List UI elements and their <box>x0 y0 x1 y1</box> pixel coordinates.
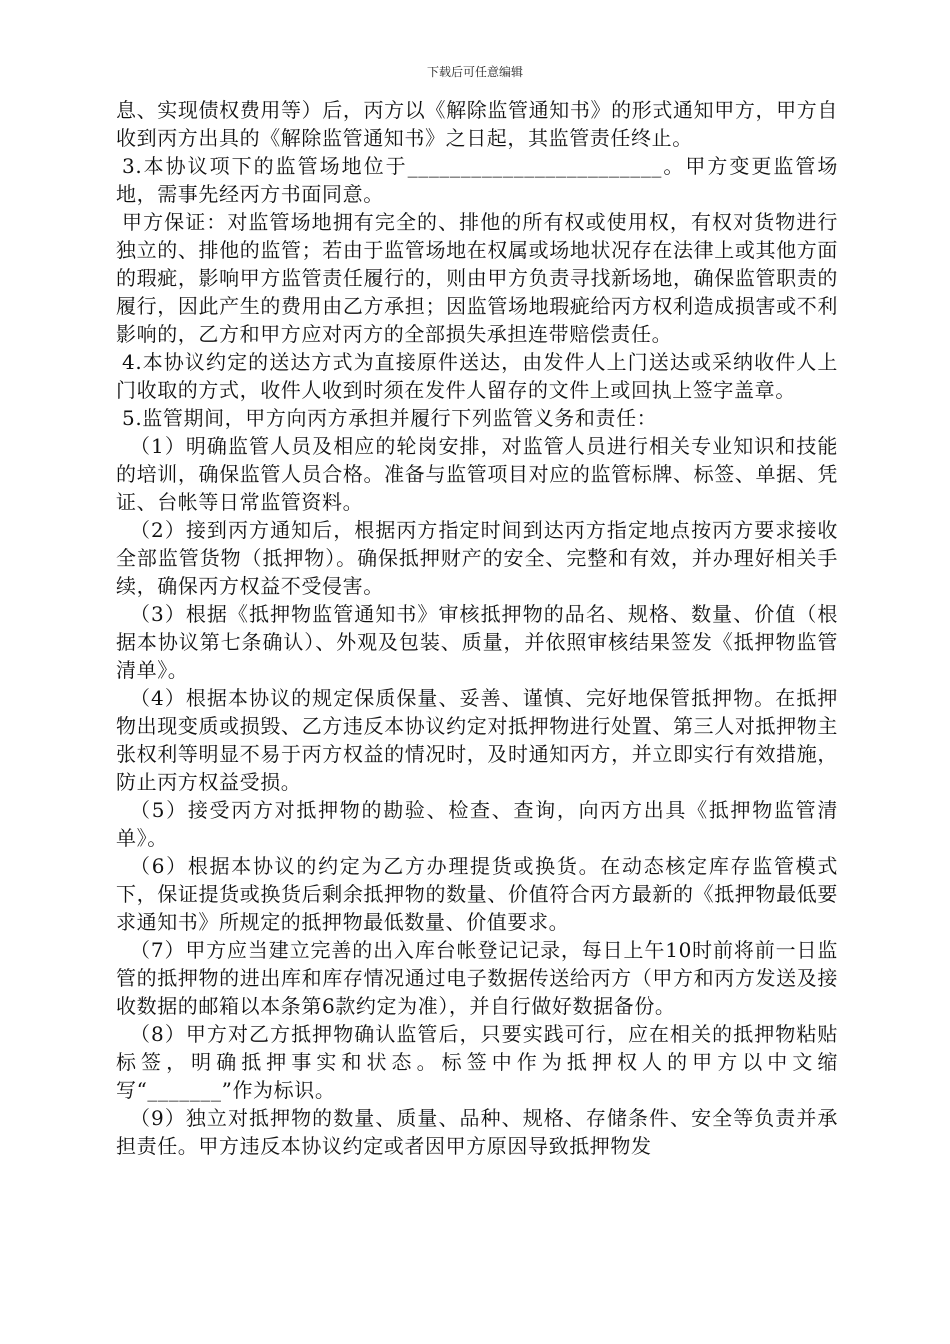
paragraph-duty-8: （8）甲方对乙方抵押物确认监管后，只要实践可行，应在相关的抵押物粘贴标签，明确抵押事实和状态。标签中作为抵押权人的甲方以中文缩写“_______”作为标识。 <box>116 1022 838 1102</box>
paragraph-duty-9: （9）独立对抵押物的数量、质量、品种、规格、存储条件、安全等负责并承担责任。甲方违反本协议约定或者因甲方原因导致抵押物发 <box>116 1106 838 1158</box>
paragraph-duty-3: （3）根据《抵押物监管通知书》审核抵押物的品名、规格、数量、价值（根据本协议第七条确认）、外观及包装、质量，并依照审核结果签发《抵押物监管清单》。 <box>116 602 838 682</box>
paragraph-clause-3-site: 3.本协议项下的监管场地位于________________________。甲方变更监管场地，需事先经丙方书面同意。 <box>116 154 838 206</box>
paragraph-duty-2: （2）接到丙方通知后，根据丙方指定时间到达丙方指定地点按丙方要求接收全部监管货物（抵押物）。确保抵押财产的安全、完整和有效，并办理好相关手续，确保丙方权益不受侵害。 <box>116 518 838 598</box>
paragraph-duty-6: （6）根据本协议的约定为乙方办理提货或换货。在动态核定库存监管模式下，保证提货或换货后剩余抵押物的数量、价值符合丙方最新的《抵押物最低要求通知书》所规定的抵押物最低数量、价值要求。 <box>116 854 838 934</box>
paragraph-duty-1: （1）明确监管人员及相应的轮岗安排，对监管人员进行相关专业知识和技能的培训，确保监管人员合格。准备与监管项目对应的监管标牌、标签、单据、凭证、台帐等日常监管资料。 <box>116 434 838 514</box>
paragraph-duty-5: （5）接受丙方对抵押物的勘验、检查、查询，向丙方出具《抵押物监管清单》。 <box>116 798 838 850</box>
paragraph-party-a-guarantee: 甲方保证：对监管场地拥有完全的、排他的所有权或使用权，有权对货物进行独立的、排他的监管；若由于监管场地在权属或场地状况存在法律上或其他方面的瑕疵，影响甲方监管责任履行的，则由甲方负责寻找新场地，确保监管职责的履行，因此产生的费用由乙方承担；因监管场地瑕疵给丙方权利造成损害或不利影响的，乙方和甲方应对丙方的全部损失承担连带赔偿责任。 <box>116 210 838 346</box>
paragraph-discharge-termination: 息、实现债权费用等）后，丙方以《解除监管通知书》的形式通知甲方，甲方自收到丙方出具的《解除监管通知书》之日起，其监管责任终止。 <box>116 98 838 150</box>
paragraph-duty-7: （7）甲方应当建立完善的出入库台帐登记记录，每日上午10时前将前一日监管的抵押物的进出库和库存情况通过电子数据传送给丙方（甲方和丙方发送及接收数据的邮箱以本条第6款约定为准），并自行做好数据备份。 <box>116 938 838 1018</box>
page-header: 下载后可任意编辑 <box>426 65 523 79</box>
paragraph-clause-5-duties: 5.监管期间，甲方向丙方承担并履行下列监管义务和责任： <box>122 406 658 430</box>
paragraph-clause-4-delivery: 4.本协议约定的送达方式为直接原件送达，由发件人上门送达或采纳收件人上门收取的方式，收件人收到时须在发件人留存的文件上或回执上签字盖章。 <box>116 350 838 402</box>
paragraph-duty-4: （4）根据本协议的规定保质保量、妥善、谨慎、完好地保管抵押物。在抵押物出现变质或损毁、乙方违反本协议约定对抵押物进行处置、第三人对抵押物主张权利等明显不易于丙方权益的情况时，及时通知丙方，并立即实行有效措施，防止丙方权益受损。 <box>116 686 838 794</box>
document-body <box>116 96 838 1160</box>
